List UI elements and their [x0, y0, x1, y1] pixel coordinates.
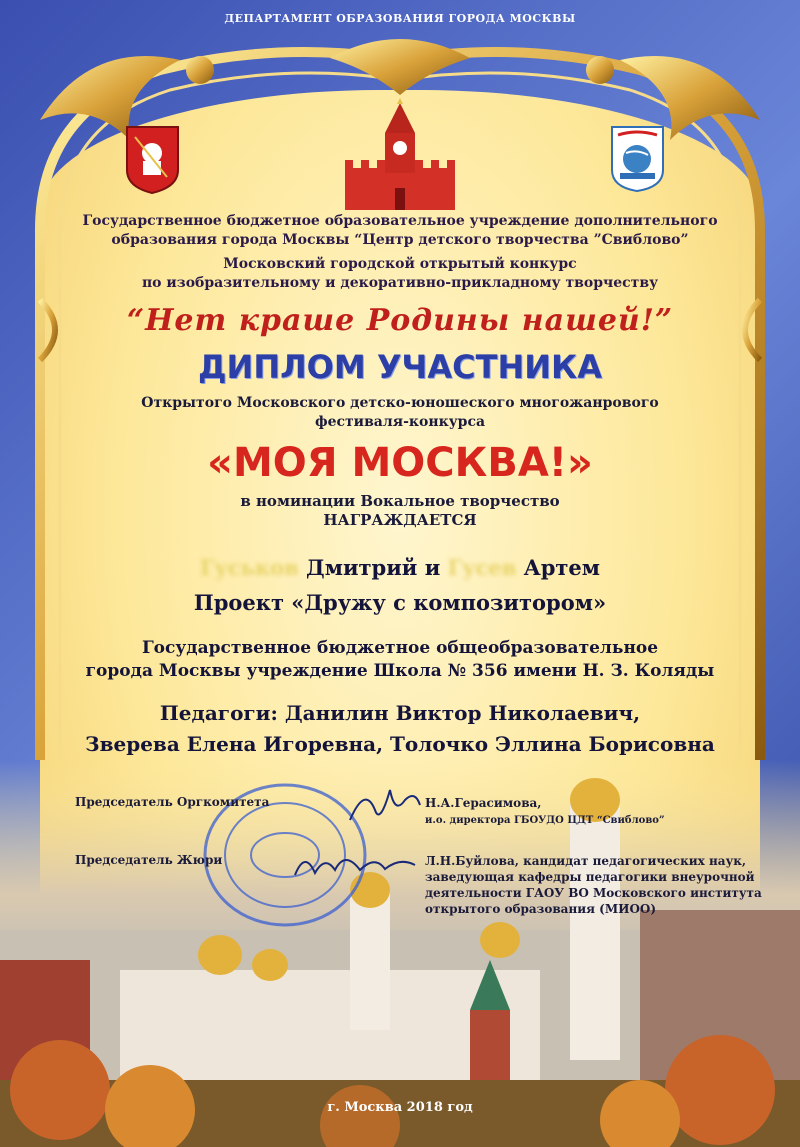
awarded-text: НАГРАЖДАЕТСЯ [323, 511, 477, 529]
chair1-role: и.о. директора ГБОУДО ЦДТ “Свиблово” [425, 815, 665, 826]
contest-name [0, 255, 800, 293]
nomination-block [0, 492, 800, 530]
department-header: ДЕПАРТАМЕНТ ОБРАЗОВАНИЯ ГОРОДА МОСКВЫ [224, 12, 576, 25]
contest-line-1: Московский городской открытый конкурс [223, 256, 577, 272]
chair2-name: Л.Н.Буйлова, кандидат педагогических наук, [425, 854, 747, 868]
moscow-coat-of-arms-icon [125, 125, 180, 195]
chair2-role-line-1: заведующая кафедры педагогики внеурочной [425, 870, 755, 884]
chair2-role-line-3: открытого образования (МИОО) [425, 902, 657, 916]
place-date: г. Москва 2018 год [327, 1100, 473, 1115]
diploma-title: ДИПЛОМ УЧАСТНИКА [198, 348, 602, 386]
organization-name [0, 212, 800, 250]
contest-slogan: “Нет краше Родины нашей!” [126, 303, 674, 338]
school-name [0, 637, 800, 683]
nomination-text: в номинации Вокальное творчество [240, 492, 560, 510]
project-title: Проект «Дружу с композитором» [193, 590, 607, 615]
teachers-line-1: Педагоги: Данилин Виктор Николаевич, [159, 701, 641, 725]
festival-name: «МОЯ МОСКВА!» [207, 440, 593, 486]
chair2-role-line-2: деятельности ГАОУ ВО Московского института [425, 886, 762, 900]
school-line-2: города Москвы учреждение Школа № 356 имени Н. З. Коляды [85, 661, 715, 681]
festival-description [0, 394, 800, 432]
chair2-signature-block [425, 853, 762, 917]
chair2-title: Председатель Жюри [75, 853, 223, 867]
school-line-1: Государственное бюджетное общеобразовательное [141, 638, 659, 658]
festival-line-1: Открытого Московского детско-юношеского многожанрового [141, 395, 659, 411]
education-logo-icon [610, 125, 665, 193]
recipient-names [0, 555, 800, 580]
organization-line-2: образования города Москвы “Центр детского творчества ”Свиблово” [111, 232, 689, 248]
signature-2 [290, 845, 420, 885]
chair1-name: Н.А.Герасимова, [425, 796, 542, 810]
organization-line-1: Государственное бюджетное образовательное учреждение дополнительного [82, 213, 718, 229]
recipient-first-name-1: Дмитрий и [306, 555, 441, 580]
teachers-list [0, 698, 800, 760]
festival-line-2: фестиваля-конкурса [314, 414, 486, 430]
recipient-surname-2: Гусев [447, 555, 517, 580]
chair1-signature-block [425, 795, 665, 829]
chair1-title: Председатель Оргкомитета [75, 795, 270, 809]
teachers-line-2: Зверева Елена Игоревна, Толочко Эллина Борисовна [85, 732, 715, 756]
contest-line-2: по изобразительному и декоративно-прикладному творчеству [141, 275, 659, 291]
recipient-first-name-2: Артем [523, 555, 600, 580]
signature-1 [345, 780, 425, 830]
kremlin-tower-icon [345, 98, 455, 210]
recipient-surname-1: Гуськов [199, 555, 299, 580]
